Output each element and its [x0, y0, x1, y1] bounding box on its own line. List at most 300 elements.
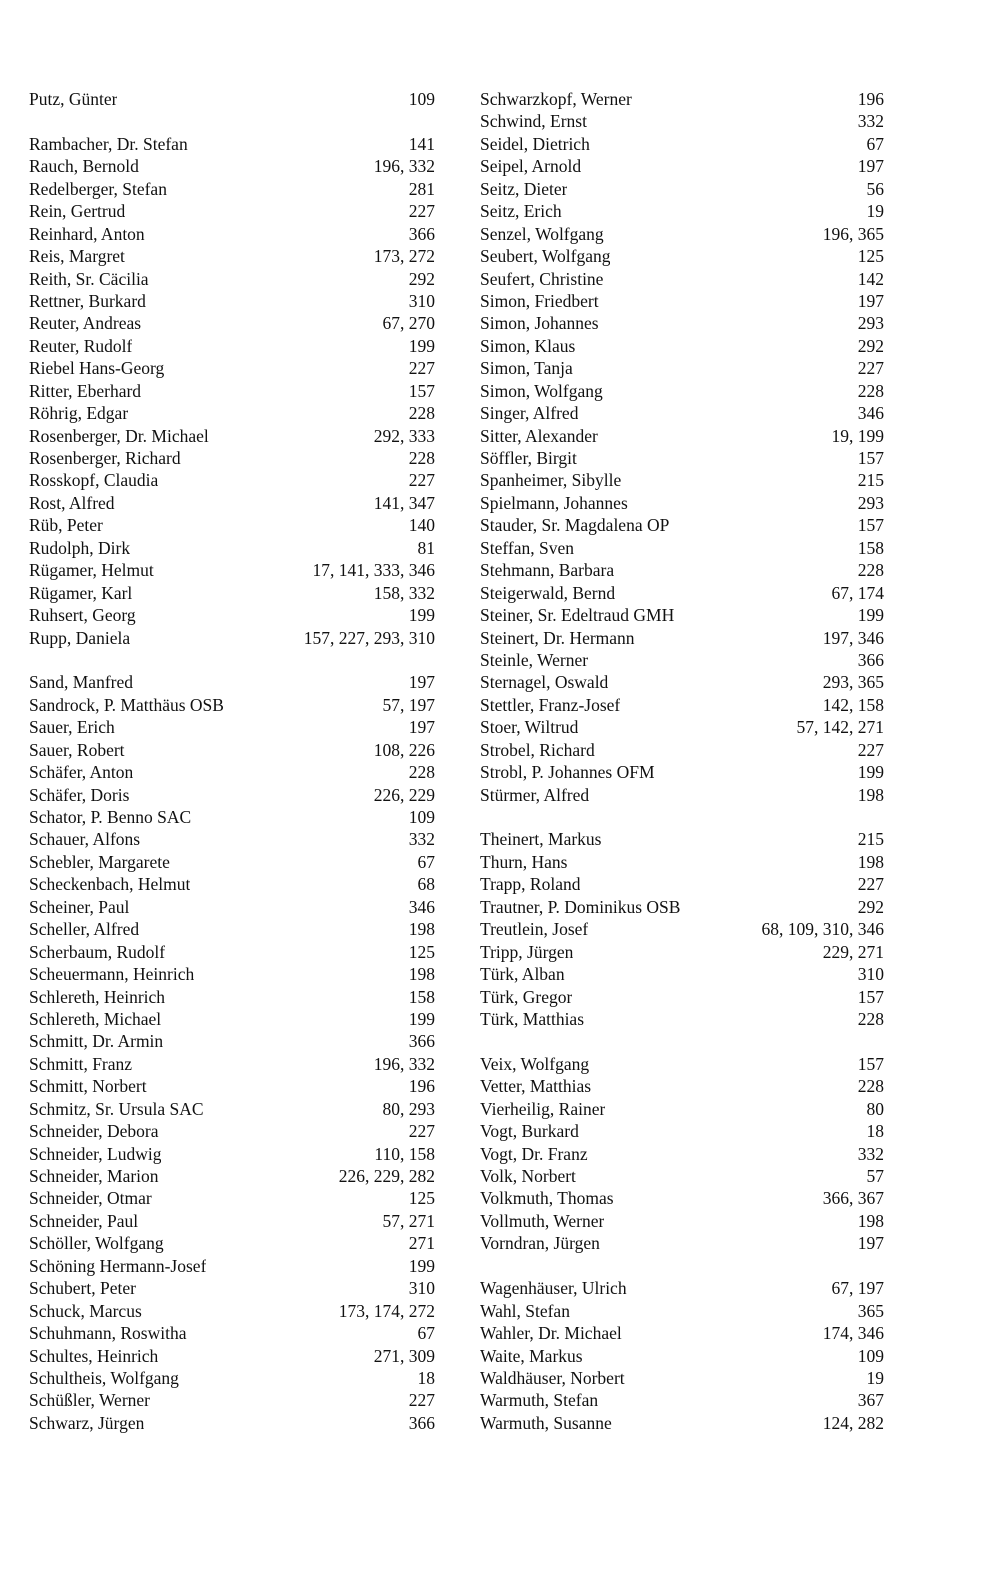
entry-pages: 199 — [408, 1255, 435, 1276]
entry-pages: 141, 347 — [373, 492, 435, 513]
entry-name: Schwarz, Jürgen — [29, 1412, 145, 1433]
entry-pages: 57, 142, 271 — [796, 717, 884, 738]
index-entry — [480, 1187, 884, 1209]
index-entry — [480, 200, 884, 222]
entry-name: Reuter, Rudolf — [29, 335, 133, 356]
index-entry — [29, 402, 435, 424]
index-entry — [29, 447, 435, 469]
entry-name: Türk, Alban — [480, 964, 565, 985]
index-entry — [29, 851, 435, 873]
entry-name: Senzel, Wolfgang — [480, 223, 604, 244]
entry-name: Schneider, Ludwig — [29, 1143, 162, 1164]
index-entry — [480, 559, 884, 581]
entry-pages: 227 — [408, 1121, 435, 1142]
entry-name: Schüßler, Werner — [29, 1390, 150, 1411]
entry-pages: 157 — [857, 515, 884, 536]
entry-name: Tripp, Jürgen — [480, 941, 574, 962]
entry-name: Sauer, Erich — [29, 717, 115, 738]
index-entry — [29, 1412, 435, 1434]
index-entry — [29, 941, 435, 963]
entry-pages: 228 — [857, 560, 884, 581]
entry-name: Waite, Markus — [480, 1345, 583, 1366]
index-entry — [480, 1075, 884, 1097]
entry-name: Vetter, Matthias — [480, 1076, 592, 1097]
entry-pages: 332 — [857, 1143, 884, 1164]
index-entry — [29, 739, 435, 761]
entry-pages: 199 — [408, 335, 435, 356]
entry-pages: 199 — [857, 605, 884, 626]
index-entry — [480, 492, 884, 514]
entry-pages: 366 — [408, 1031, 435, 1052]
entry-name: Volkmuth, Thomas — [480, 1188, 614, 1209]
entry-name: Ruhsert, Georg — [29, 605, 136, 626]
index-entry — [29, 268, 435, 290]
entry-pages: 157 — [857, 448, 884, 468]
entry-name: Schator, P. Benno SAC — [29, 807, 192, 827]
entry-name: Warmuth, Susanne — [480, 1412, 612, 1433]
entry-name: Rambacher, Dr. Stefan — [29, 133, 188, 154]
entry-name: Putz, Günter — [29, 89, 118, 109]
entry-name: Vogt, Burkard — [480, 1121, 579, 1142]
entry-pages: 57, 197 — [382, 694, 435, 715]
index-entry — [480, 671, 884, 693]
entry-pages: 80, 293 — [382, 1098, 435, 1119]
index-entry — [480, 986, 884, 1008]
entry-pages: 80 — [866, 1098, 884, 1119]
entry-pages: 228 — [857, 1076, 884, 1097]
index-entry — [480, 1008, 884, 1030]
index-entry — [29, 537, 435, 559]
index-entry — [29, 514, 435, 536]
entry-pages: 197 — [857, 1233, 884, 1254]
index-entry — [480, 1120, 884, 1142]
entry-name: Schuhmann, Roswitha — [29, 1323, 187, 1344]
entry-name: Veix, Wolfgang — [480, 1053, 590, 1074]
letter-group-gap — [480, 806, 884, 828]
entry-pages: 271 — [408, 1233, 435, 1254]
entry-pages: 332 — [408, 829, 435, 850]
entry-pages: 199 — [408, 605, 435, 626]
entry-name: Schlereth, Heinrich — [29, 986, 166, 1007]
entry-name: Ritter, Eberhard — [29, 380, 142, 401]
index-entry — [29, 312, 435, 334]
index-entry — [480, 604, 884, 626]
entry-pages: 366 — [857, 649, 884, 670]
index-entry — [29, 133, 435, 155]
entry-pages: 67 — [417, 1323, 435, 1344]
entry-name: Schubert, Peter — [29, 1278, 136, 1299]
entry-name: Röhrig, Edgar — [29, 403, 129, 424]
index-entry — [480, 716, 884, 738]
entry-pages: 227 — [857, 739, 884, 760]
entry-name: Rost, Alfred — [29, 492, 115, 513]
entry-name: Trapp, Roland — [480, 874, 581, 895]
entry-name: Schmitt, Dr. Armin — [29, 1031, 164, 1052]
index-entry — [29, 896, 435, 918]
entry-pages: 292 — [857, 335, 884, 356]
entry-pages: 109 — [857, 1345, 884, 1366]
index-entry — [480, 1098, 884, 1120]
index-entry — [480, 447, 884, 469]
entry-name: Schäfer, Doris — [29, 784, 130, 805]
entry-name: Riebel Hans-Georg — [29, 358, 165, 379]
entry-pages: 157 — [408, 380, 435, 401]
entry-name: Söffler, Birgit — [480, 448, 577, 468]
index-entry — [29, 1345, 435, 1367]
entry-name: Sitter, Alexander — [480, 425, 598, 446]
entry-name: Türk, Matthias — [480, 1008, 585, 1029]
entry-pages: 197 — [408, 717, 435, 738]
entry-name: Seitz, Dieter — [480, 178, 568, 199]
index-entry — [480, 402, 884, 424]
entry-pages: 293 — [857, 313, 884, 334]
index-entry — [29, 1098, 435, 1120]
entry-name: Steinle, Werner — [480, 649, 589, 670]
entry-pages: 57, 271 — [382, 1210, 435, 1231]
entry-name: Wagenhäuser, Ulrich — [480, 1278, 627, 1299]
entry-name: Rosenberger, Dr. Michael — [29, 425, 209, 446]
entry-pages: 197, 346 — [822, 627, 884, 648]
entry-pages: 57 — [866, 1166, 884, 1186]
index-entry — [29, 1232, 435, 1254]
index-entry — [29, 290, 435, 312]
entry-name: Reinhard, Anton — [29, 223, 145, 244]
entry-pages: 173, 174, 272 — [338, 1300, 435, 1321]
entry-pages: 292 — [408, 268, 435, 289]
entry-name: Stoer, Wiltrud — [480, 717, 579, 738]
entry-name: Schmitz, Sr. Ursula SAC — [29, 1098, 204, 1119]
entry-name: Theinert, Markus — [480, 829, 602, 850]
entry-pages: 226, 229, 282 — [338, 1166, 435, 1186]
index-entry — [480, 1322, 884, 1344]
entry-name: Schebler, Margarete — [29, 851, 170, 872]
index-entry — [480, 1210, 884, 1232]
index-entry — [29, 1322, 435, 1344]
entry-pages: 196 — [857, 89, 884, 109]
entry-pages: 228 — [408, 403, 435, 424]
index-entry — [29, 761, 435, 783]
entry-pages: 310 — [857, 964, 884, 985]
entry-name: Spanheimer, Sibylle — [480, 470, 622, 491]
entry-name: Schultheis, Wolfgang — [29, 1367, 179, 1388]
entry-name: Treutlein, Josef — [480, 919, 589, 940]
entry-name: Simon, Klaus — [480, 335, 576, 356]
entry-name: Schultes, Heinrich — [29, 1345, 159, 1366]
entry-name: Redelberger, Stefan — [29, 178, 167, 199]
entry-pages: 365 — [857, 1300, 884, 1321]
entry-name: Vollmuth, Werner — [480, 1210, 605, 1231]
index-entry — [29, 806, 435, 828]
entry-pages: 215 — [857, 470, 884, 491]
entry-pages: 199 — [408, 1008, 435, 1029]
entry-name: Simon, Wolfgang — [480, 380, 603, 401]
entry-pages: 281 — [408, 178, 435, 199]
entry-name: Steigerwald, Bernd — [480, 582, 616, 603]
entry-name: Schöning Hermann-Josef — [29, 1255, 207, 1276]
index-column-left — [29, 88, 435, 1434]
letter-group-gap — [480, 1255, 884, 1277]
entry-name: Sternagel, Oswald — [480, 672, 609, 693]
index-entry — [480, 963, 884, 985]
entry-pages: 174, 346 — [822, 1323, 884, 1344]
entry-pages: 56 — [866, 178, 884, 199]
entry-name: Seufert, Christine — [480, 268, 604, 289]
entry-name: Schlereth, Michael — [29, 1008, 162, 1029]
entry-name: Schöller, Wolfgang — [29, 1233, 164, 1254]
index-entry — [480, 425, 884, 447]
entry-name: Seubert, Wolfgang — [480, 246, 611, 267]
index-entry — [29, 828, 435, 850]
entry-name: Reuter, Andreas — [29, 313, 142, 334]
index-entry — [480, 1412, 884, 1434]
index-entry — [480, 1232, 884, 1254]
entry-name: Türk, Gregor — [480, 986, 573, 1007]
entry-name: Vogt, Dr. Franz — [480, 1143, 588, 1164]
entry-pages: 227 — [408, 358, 435, 379]
entry-pages: 197 — [857, 290, 884, 311]
entry-pages: 227 — [857, 874, 884, 895]
entry-name: Rupp, Daniela — [29, 627, 131, 648]
index-entry — [29, 671, 435, 693]
entry-pages: 158 — [857, 537, 884, 558]
entry-pages: 141 — [408, 133, 435, 154]
entry-name: Schwind, Ernst — [480, 111, 587, 132]
entry-name: Rudolph, Dirk — [29, 537, 131, 558]
index-entry — [480, 1053, 884, 1075]
entry-name: Steinert, Dr. Hermann — [480, 627, 635, 648]
entry-pages: 17, 141, 333, 346 — [312, 560, 435, 581]
entry-name: Rosskopf, Claudia — [29, 470, 159, 491]
index-entry — [480, 761, 884, 783]
entry-pages: 199 — [857, 762, 884, 783]
index-entry — [480, 896, 884, 918]
index-entry — [29, 1008, 435, 1030]
entry-pages: 110, 158 — [374, 1143, 435, 1164]
entry-pages: 293 — [857, 492, 884, 513]
entry-pages: 125 — [408, 1188, 435, 1209]
entry-name: Thurn, Hans — [480, 851, 568, 872]
entry-pages: 108, 226 — [373, 739, 435, 760]
index-entry — [29, 873, 435, 895]
entry-pages: 67, 174 — [831, 582, 884, 603]
entry-pages: 198 — [857, 784, 884, 805]
index-entry — [480, 1345, 884, 1367]
index-entry — [29, 986, 435, 1008]
index-entry — [480, 649, 884, 671]
index-entry — [29, 492, 435, 514]
entry-pages: 292 — [857, 896, 884, 917]
entry-pages: 140 — [408, 515, 435, 536]
entry-pages: 125 — [857, 246, 884, 267]
entry-pages: 292, 333 — [373, 425, 435, 446]
entry-pages: 19 — [866, 1367, 884, 1388]
entry-pages: 215 — [857, 829, 884, 850]
entry-name: Strobl, P. Johannes OFM — [480, 762, 655, 783]
index-entry — [480, 110, 884, 132]
entry-name: Reith, Sr. Cäcilia — [29, 268, 149, 289]
entry-name: Simon, Tanja — [480, 358, 573, 379]
index-entry — [29, 245, 435, 267]
index-entry — [29, 1210, 435, 1232]
entry-pages: 67 — [866, 133, 884, 154]
entry-name: Warmuth, Stefan — [480, 1390, 599, 1411]
index-entry — [29, 1120, 435, 1142]
entry-name: Rosenberger, Richard — [29, 448, 181, 468]
index-column-right — [480, 88, 884, 1434]
index-entry — [480, 245, 884, 267]
index-entry — [480, 469, 884, 491]
entry-pages: 142 — [857, 268, 884, 289]
entry-pages: 196, 365 — [822, 223, 884, 244]
index-entry — [480, 828, 884, 850]
index-entry — [29, 223, 435, 245]
entry-pages: 271, 309 — [373, 1345, 435, 1366]
index-entry — [480, 1277, 884, 1299]
index-entry — [29, 335, 435, 357]
entry-pages: 67, 197 — [831, 1278, 884, 1299]
entry-name: Scheckenbach, Helmut — [29, 874, 191, 895]
index-entry — [480, 582, 884, 604]
entry-name: Rügamer, Helmut — [29, 560, 154, 581]
index-entry — [29, 1255, 435, 1277]
entry-pages: 19, 199 — [831, 425, 884, 446]
letter-group-gap — [29, 110, 435, 132]
index-entry — [29, 469, 435, 491]
index-entry — [480, 1367, 884, 1389]
entry-pages: 81 — [417, 537, 435, 558]
entry-pages: 158, 332 — [373, 582, 435, 603]
index-entry — [29, 582, 435, 604]
index-entry — [480, 873, 884, 895]
entry-name: Seipel, Arnold — [480, 156, 582, 177]
entry-name: Schneider, Marion — [29, 1166, 159, 1186]
entry-pages: 68, 109, 310, 346 — [761, 919, 884, 940]
index-entry — [29, 88, 435, 110]
entry-pages: 227 — [408, 201, 435, 222]
entry-name: Seidel, Dietrich — [480, 133, 590, 154]
entry-pages: 109 — [408, 807, 435, 827]
entry-pages: 157 — [857, 1053, 884, 1074]
index-entry — [480, 312, 884, 334]
entry-name: Rauch, Bernold — [29, 156, 139, 177]
entry-name: Seitz, Erich — [480, 201, 562, 222]
index-entry — [480, 178, 884, 200]
entry-pages: 198 — [857, 851, 884, 872]
entry-name: Schuck, Marcus — [29, 1300, 142, 1321]
entry-pages: 158 — [408, 986, 435, 1007]
index-entry — [480, 133, 884, 155]
index-entry — [480, 694, 884, 716]
index-entry — [480, 290, 884, 312]
index-entry — [29, 627, 435, 649]
index-entry — [480, 88, 884, 110]
entry-name: Scherbaum, Rudolf — [29, 941, 166, 962]
index-entry — [29, 1143, 435, 1165]
index-entry — [29, 1187, 435, 1209]
letter-group-gap — [29, 649, 435, 671]
index-entry — [480, 268, 884, 290]
index-entry — [29, 963, 435, 985]
entry-pages: 293, 365 — [822, 672, 884, 693]
index-entry — [480, 739, 884, 761]
entry-pages: 227 — [408, 470, 435, 491]
index-entry — [480, 918, 884, 940]
entry-pages: 196, 332 — [373, 1053, 435, 1074]
entry-pages: 173, 272 — [373, 246, 435, 267]
entry-pages: 346 — [857, 403, 884, 424]
index-entry — [480, 784, 884, 806]
index-entry — [480, 1143, 884, 1165]
entry-name: Stauder, Sr. Magdalena OP — [480, 515, 670, 536]
index-entry — [29, 1053, 435, 1075]
index-entry — [480, 537, 884, 559]
index-entry — [480, 223, 884, 245]
index-entry — [480, 851, 884, 873]
entry-name: Steffan, Sven — [480, 537, 574, 558]
index-entry — [29, 155, 435, 177]
entry-pages: 196 — [408, 1076, 435, 1097]
index-entry — [29, 380, 435, 402]
entry-name: Rügamer, Karl — [29, 582, 133, 603]
entry-name: Rettner, Burkard — [29, 290, 146, 311]
entry-name: Trautner, P. Dominikus OSB — [480, 896, 681, 917]
index-entry — [29, 918, 435, 940]
index-entry — [29, 559, 435, 581]
index-entry — [29, 716, 435, 738]
entry-name: Schneider, Otmar — [29, 1188, 152, 1209]
index-entry — [480, 514, 884, 536]
entry-pages: 228 — [408, 448, 435, 468]
entry-pages: 226, 229 — [373, 784, 435, 805]
entry-pages: 228 — [857, 1008, 884, 1029]
entry-pages: 332 — [857, 111, 884, 132]
index-entry — [480, 1165, 884, 1187]
entry-name: Strobel, Richard — [480, 739, 595, 760]
index-entry — [480, 627, 884, 649]
entry-pages: 198 — [408, 919, 435, 940]
entry-name: Vierheilig, Rainer — [480, 1098, 606, 1119]
entry-name: Steiner, Sr. Edeltraud GMH — [480, 605, 675, 626]
entry-pages: 67 — [417, 851, 435, 872]
entry-pages: 18 — [866, 1121, 884, 1142]
index-entry — [480, 155, 884, 177]
entry-pages: 366 — [408, 1412, 435, 1433]
entry-name: Singer, Alfred — [480, 403, 579, 424]
entry-name: Stehmann, Barbara — [480, 560, 615, 581]
entry-pages: 125 — [408, 941, 435, 962]
entry-name: Sauer, Robert — [29, 739, 125, 760]
entry-name: Schneider, Paul — [29, 1210, 139, 1231]
entry-name: Schäfer, Anton — [29, 762, 134, 783]
entry-name: Wahler, Dr. Michael — [480, 1323, 622, 1344]
entry-name: Reis, Margret — [29, 246, 125, 267]
index-entry — [29, 1367, 435, 1389]
entry-name: Stettler, Franz-Josef — [480, 694, 621, 715]
index-entry — [29, 425, 435, 447]
entry-pages: 366 — [408, 223, 435, 244]
index-entry — [29, 178, 435, 200]
entry-name: Schneider, Debora — [29, 1121, 159, 1142]
index-entry — [480, 1300, 884, 1322]
entry-name: Vorndran, Jürgen — [480, 1233, 600, 1254]
entry-name: Wahl, Stefan — [480, 1300, 570, 1321]
entry-name: Schmitt, Franz — [29, 1053, 133, 1074]
entry-pages: 346 — [408, 896, 435, 917]
entry-pages: 196, 332 — [373, 156, 435, 177]
index-entry — [29, 1300, 435, 1322]
index-entry — [480, 335, 884, 357]
entry-name: Sand, Manfred — [29, 672, 134, 693]
